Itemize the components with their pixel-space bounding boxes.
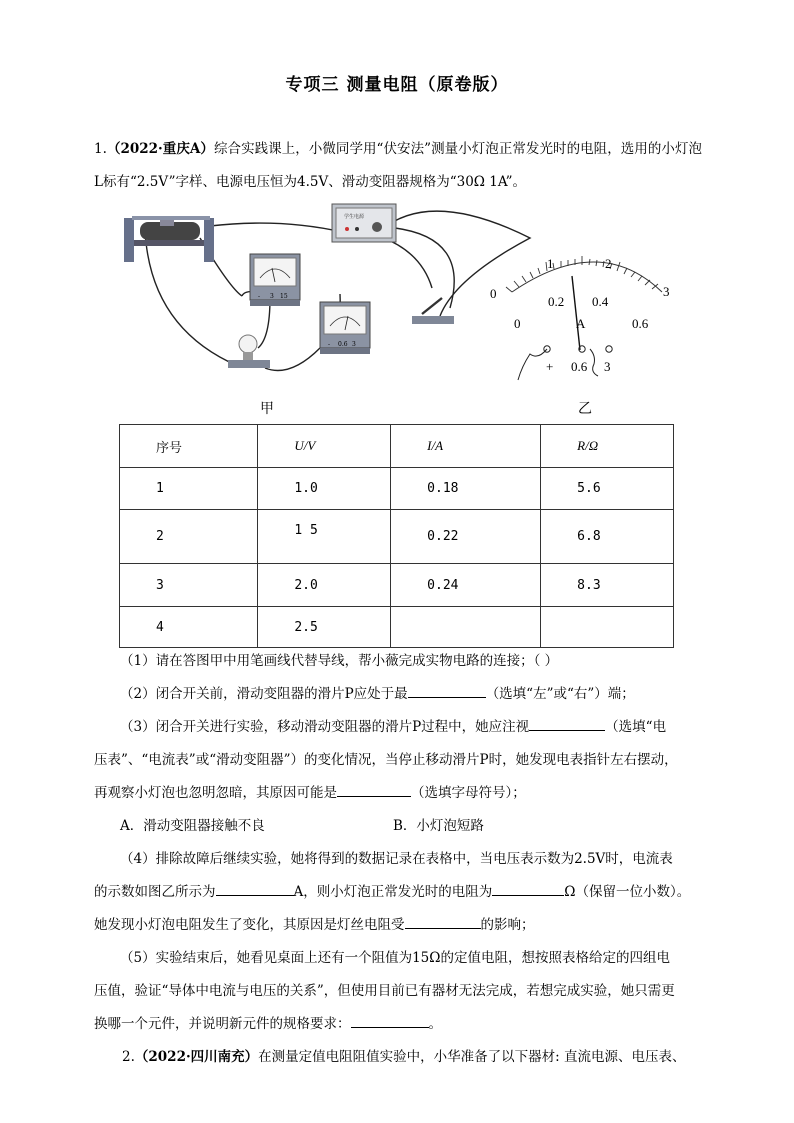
sub-question-3-text: （3）闭合开关进行实验，移动滑动变阻器的滑片P过程中，她应注视 xyxy=(120,719,530,735)
table-header-cell: 序号 xyxy=(120,425,258,468)
table-header-cell: I/A xyxy=(391,425,541,468)
option-b: B．小灯泡短路 xyxy=(393,818,484,834)
dial-bottom-0: 0 xyxy=(514,316,521,331)
table-row xyxy=(120,564,674,607)
voltmeter xyxy=(250,254,300,306)
sub-question-4-line2 xyxy=(94,876,734,909)
voltmeter-term-3: 15 xyxy=(280,293,288,300)
sub-question-5-end: 。 xyxy=(428,1016,442,1032)
dial-bottom-3: 0.6 xyxy=(632,316,649,331)
answer-blank[interactable] xyxy=(529,716,605,731)
sub-question-4-text-2: A，则小灯泡正常发光时的电阻为 xyxy=(293,884,493,900)
table-header-cell: U/V xyxy=(258,425,391,468)
table-row xyxy=(120,607,674,648)
figure-label-jia: 甲 xyxy=(260,401,274,417)
table-cell xyxy=(258,510,391,564)
sub-question-4-text: 的示数如图乙所示为 xyxy=(94,884,216,900)
sub-question-3-hint: （选填“电 xyxy=(605,719,667,735)
table-cell: 2.0 xyxy=(258,564,391,607)
circuit-figure xyxy=(110,198,710,420)
dial-top-2: 2 xyxy=(605,256,612,271)
dial-bottom-1: 0.2 xyxy=(548,294,565,309)
dial-top-3: 3 xyxy=(663,284,670,299)
table-cell: 6.8 xyxy=(541,510,674,564)
question-text: 在测量定值电阻阻值实验中，小华准备了以下器材: 直流电源、电压表、 xyxy=(258,1049,686,1065)
sub-question-3-line1 xyxy=(120,711,720,744)
table-cell: 1.0 xyxy=(258,468,391,510)
table-cell xyxy=(541,607,674,648)
table-cell: 2 xyxy=(120,510,258,564)
table-header-row xyxy=(120,425,674,468)
table-cell xyxy=(391,607,541,648)
answer-blank[interactable] xyxy=(351,1013,429,1028)
dial-pointer xyxy=(572,276,580,350)
table-cell-text: 1 5 xyxy=(294,523,318,538)
table-cell: 0.18 xyxy=(391,468,541,510)
figure-drawing xyxy=(110,198,710,420)
supply-label: 学生电源 xyxy=(344,214,365,220)
power-supply xyxy=(332,204,396,242)
table-cell: 1 xyxy=(120,468,258,510)
dial-bottom-2: 0.4 xyxy=(592,294,609,309)
sub-question-2-hint: （选填“左”或“右”）端； xyxy=(485,686,635,702)
sub-question-3-text-2: 再观察小灯泡也忽明忽暗，其原因可能是 xyxy=(94,785,337,801)
dial-term-0-6: 0.6 xyxy=(571,359,588,374)
question-number: 1. xyxy=(94,141,107,157)
sub-question-3-line2: 压表”、“电流表”或“滑动变阻器”）的变化情况，当停止移动滑片P时，她发现电表指针左右摆动， xyxy=(94,752,678,768)
question-source: （2022·四川南充） xyxy=(134,1049,259,1065)
sub-question-5-line3 xyxy=(94,1008,714,1041)
answer-blank[interactable] xyxy=(492,881,564,896)
dial-term-3: 3 xyxy=(604,359,611,374)
table-cell: 0.24 xyxy=(391,564,541,607)
voltmeter-term-2: 3 xyxy=(270,293,274,300)
ammeter-term-2: 0.6 xyxy=(338,341,348,348)
dial-top-0: 0 xyxy=(490,286,497,301)
sub-question-4-text-4: 她发现小灯泡电阻发生了变化，其原因是灯丝电阻受 xyxy=(94,917,405,933)
sub-question-4-text-3: Ω（保留一位小数）。 xyxy=(564,884,691,900)
data-table xyxy=(119,424,674,648)
sub-question-4-line1: （4）排除故障后继续实验，她将得到的数据记录在表格中，当电压表示数为2.5V时，电流表 xyxy=(120,851,673,867)
answer-blank[interactable] xyxy=(216,881,294,896)
sub-question-3-line3 xyxy=(94,777,714,810)
table-cell: 0.22 xyxy=(391,510,541,564)
table-cell: 8.3 xyxy=(541,564,674,607)
sub-question-5-line1: （5）实验结束后，她看见桌面上还有一个阻值为15Ω的定值电阻，想按照表格给定的四组电 xyxy=(120,950,670,966)
table-row xyxy=(120,468,674,510)
sub-question-3-hint-2: （选填字母符号）； xyxy=(411,785,526,801)
table-cell: 4 xyxy=(120,607,258,648)
dial-top-1: 1 xyxy=(547,256,554,271)
sub-question-4-line3 xyxy=(94,909,714,942)
question-text: 综合实践课上，小微同学用“伏安法”测量小灯泡正常发光时的电阻，选用的小灯泡L标有“2.5V”字样、电源电压恒为4.5V、滑动变阻器规格为“30Ω 1A”。 xyxy=(94,141,703,190)
dial-term-plus: + xyxy=(546,359,554,374)
table-row xyxy=(120,510,674,564)
answer-blank[interactable] xyxy=(405,914,481,929)
question-number: 2. xyxy=(122,1049,135,1065)
option-a: A．滑动变阻器接触不良 xyxy=(120,818,265,834)
sub-question-5-line2: 压值，验证“导体中电流与电压的关系”，但使用目前已有器材无法完成，若想完成实验，她只需更 xyxy=(94,983,675,999)
sub-question-1: （1）请在答图甲中用笔画线代替导线，帮小薇完成实物电路的连接；（ ） xyxy=(120,653,559,669)
sub-question-5-text: 换哪一个元件，并说明新元件的规格要求： xyxy=(94,1016,351,1032)
ammeter-term-3: 3 xyxy=(352,341,356,348)
table-cell: 3 xyxy=(120,564,258,607)
table-cell: 5.6 xyxy=(541,468,674,510)
table-header-cell: R/Ω xyxy=(541,425,674,468)
ammeter-term-1: - xyxy=(328,341,331,348)
answer-blank[interactable] xyxy=(408,683,486,698)
question-2 xyxy=(122,1041,712,1074)
question-source: （2022·重庆A） xyxy=(106,141,214,157)
question-1 xyxy=(94,133,702,199)
voltmeter-term-1: - xyxy=(258,293,261,300)
page-title: 专项三 测量电阻（原卷版） xyxy=(285,75,509,95)
dial-unit: A xyxy=(576,316,586,331)
ammeter-dial xyxy=(490,256,670,380)
ammeter-device xyxy=(320,302,370,354)
sub-question-4-text-5: 的影响； xyxy=(480,917,535,933)
sub-question-2-text: （2）闭合开关前，滑动变阻器的滑片P应处于最 xyxy=(120,686,408,702)
sub-question-2 xyxy=(120,678,740,711)
table-cell: 2.5 xyxy=(258,607,391,648)
figure-label-yi: 乙 xyxy=(578,401,592,417)
answer-blank[interactable] xyxy=(337,782,411,797)
